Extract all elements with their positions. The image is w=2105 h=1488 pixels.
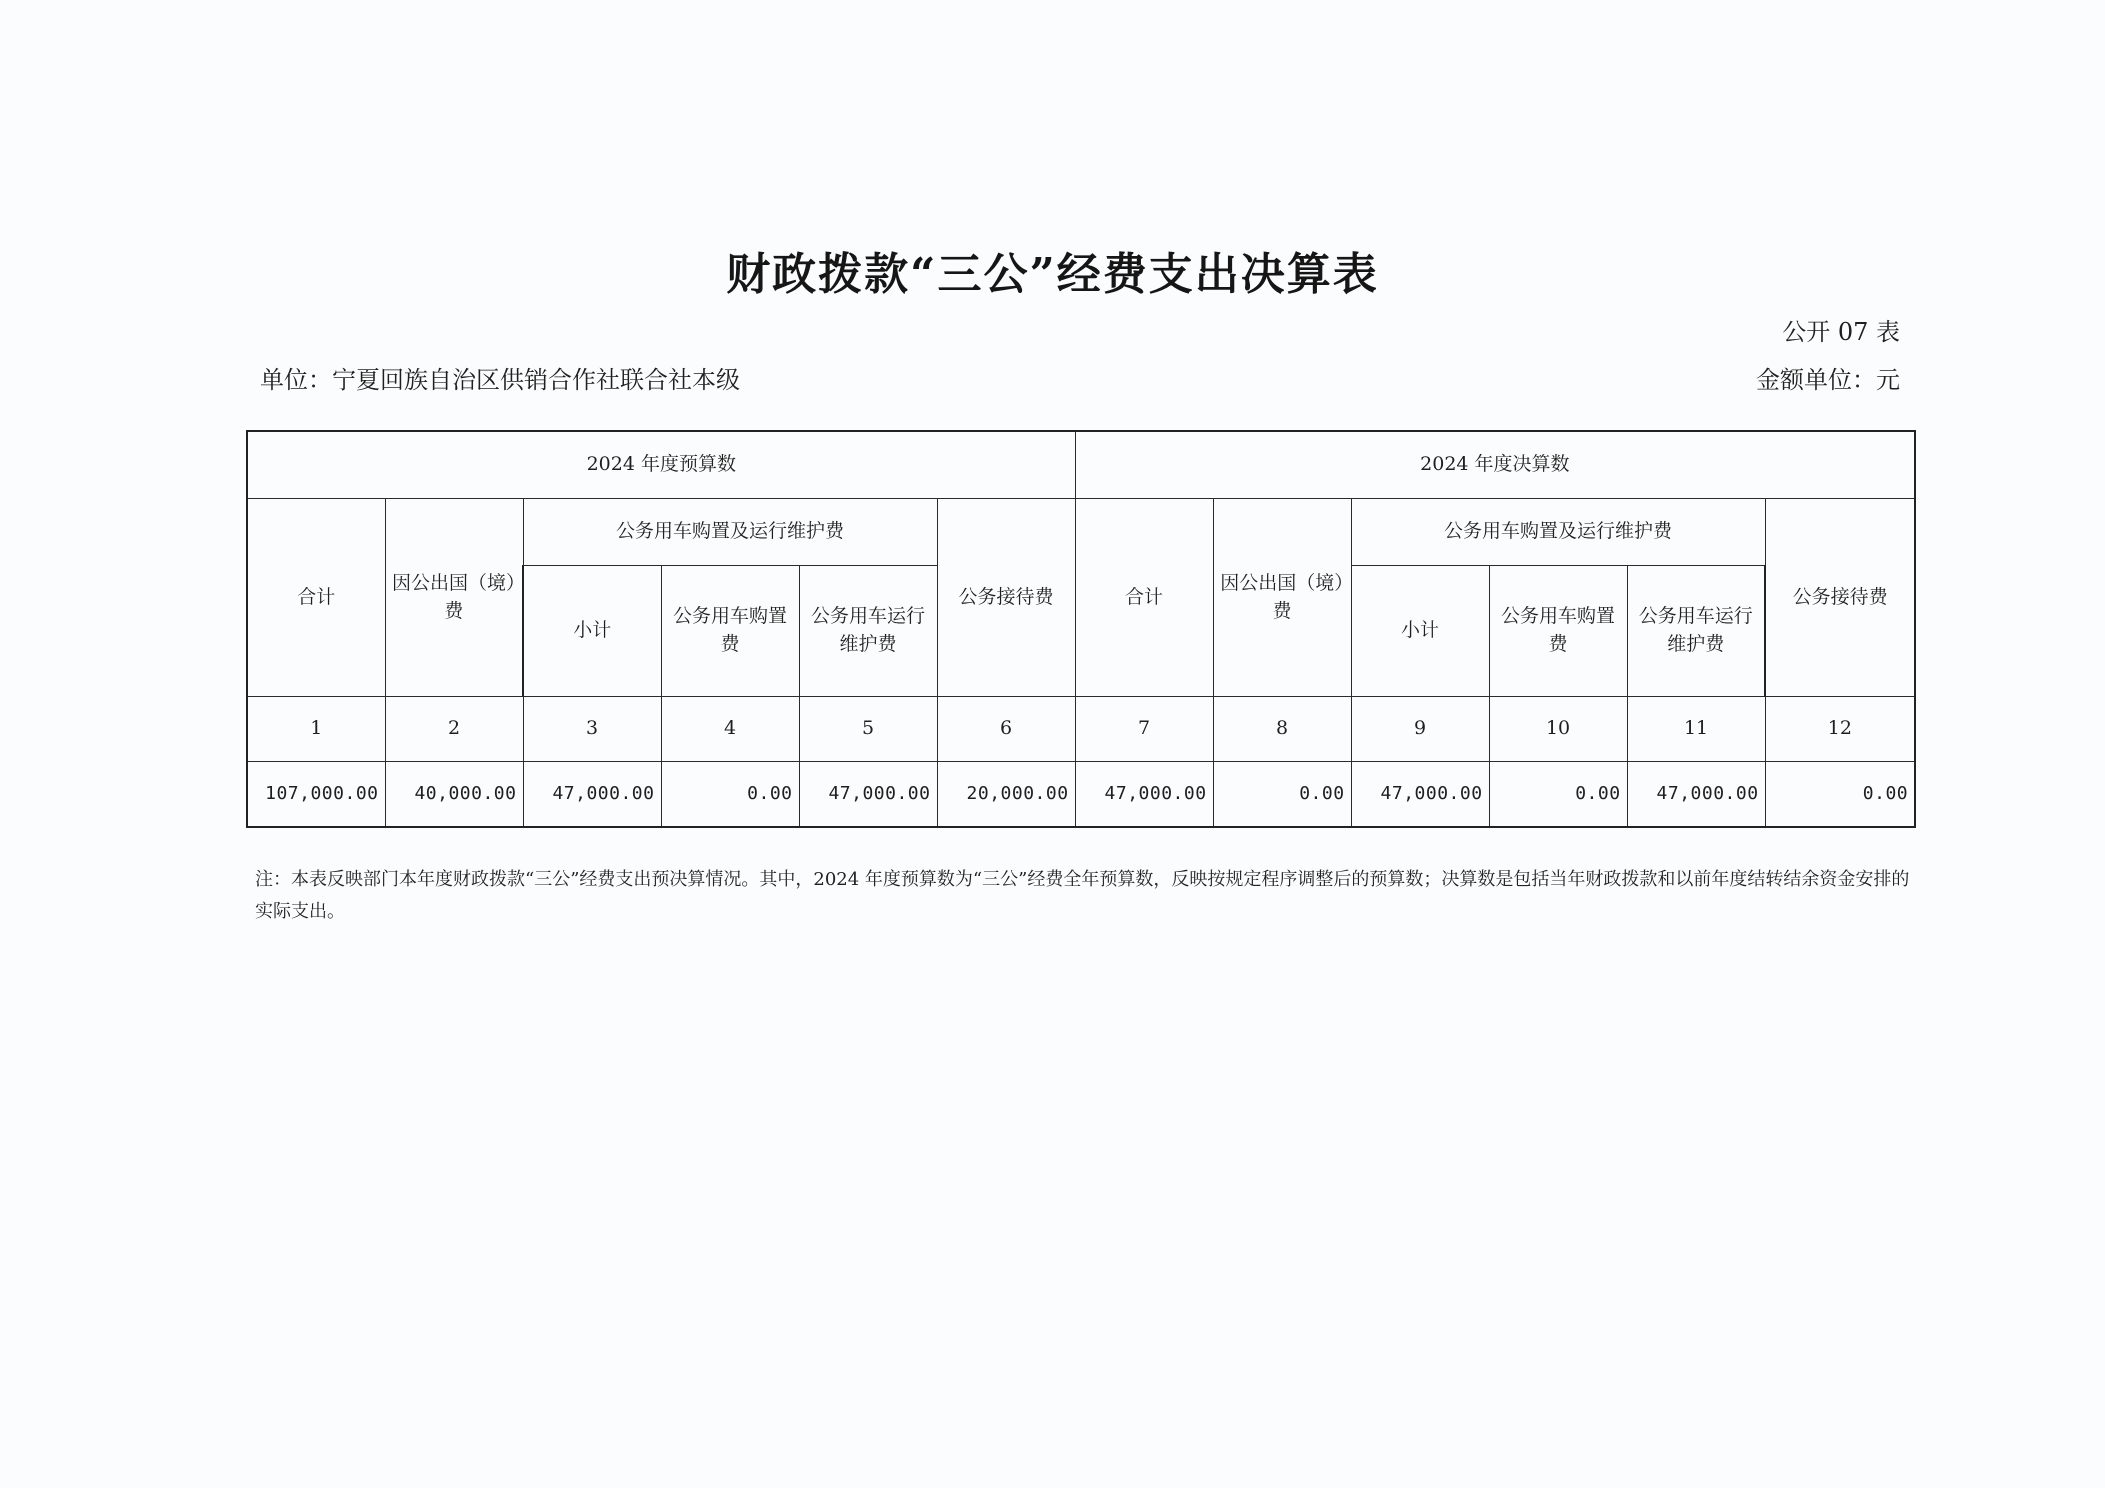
- budget-vehicle-purchase-header: 公务用车购置费: [661, 566, 799, 697]
- final-reception-header: 公务接待费: [1765, 499, 1915, 697]
- budget-vehicle-subtotal-value: 47,000.00: [523, 762, 661, 828]
- final-vehicle-header: 公务用车购置及运行维护费: [1351, 499, 1765, 566]
- group-header-row: [247, 431, 1915, 499]
- document-title: 财政拨款“三公”经费支出决算表: [726, 249, 1379, 300]
- final-vehicle-operation-value: 47,000.00: [1627, 762, 1765, 828]
- budget-reception-value: 20,000.00: [937, 762, 1075, 828]
- final-total-value: 47,000.00: [1075, 762, 1213, 828]
- final-subtotal-header: 小计: [1351, 566, 1489, 697]
- values-row: [247, 762, 1915, 828]
- sub-header-row: [247, 499, 1915, 566]
- budget-group-header: 2024 年度预算数: [247, 431, 1075, 499]
- budget-vehicle-header: 公务用车购置及运行维护费: [523, 499, 937, 566]
- budget-reception-header: 公务接待费: [937, 499, 1075, 697]
- budget-vehicle-operation-header: 公务用车运行维护费: [799, 566, 937, 697]
- final-vehicle-purchase-header: 公务用车购置费: [1489, 566, 1627, 697]
- column-index: 12: [1765, 697, 1915, 762]
- final-group-header: 2024 年度决算数: [1075, 431, 1915, 499]
- budget-vehicle-purchase-value: 0.00: [661, 762, 799, 828]
- final-reception-value: 0.00: [1765, 762, 1915, 828]
- column-index: 4: [661, 697, 799, 762]
- column-index: 2: [385, 697, 523, 762]
- budget-total-value: 107,000.00: [247, 762, 385, 828]
- budget-subtotal-header: 小计: [523, 566, 661, 697]
- amount-unit: 金额单位：元: [1756, 366, 1900, 394]
- column-index: 9: [1351, 697, 1489, 762]
- budget-abroad-value: 40,000.00: [385, 762, 523, 828]
- column-index: 10: [1489, 697, 1627, 762]
- column-index: 5: [799, 697, 937, 762]
- column-index: 1: [247, 697, 385, 762]
- budget-total-header: 合计: [247, 499, 385, 697]
- final-total-header: 合计: [1075, 499, 1213, 697]
- final-abroad-value: 0.00: [1213, 762, 1351, 828]
- column-index: 11: [1627, 697, 1765, 762]
- column-index: 8: [1213, 697, 1351, 762]
- final-vehicle-purchase-value: 0.00: [1489, 762, 1627, 828]
- column-index: 3: [523, 697, 661, 762]
- three-public-expenses-table: [246, 430, 1916, 828]
- column-index: 7: [1075, 697, 1213, 762]
- column-index: 6: [937, 697, 1075, 762]
- table-footnote: 注：本表反映部门本年度财政拨款“三公”经费支出预决算情况。其中，2024 年度预算数为“三公”经费全年预算数，反映按规定程序调整后的预算数；决算数是包括当年财政拨款和以前年度结转结余资金安排的实际支出。: [255, 869, 1910, 922]
- final-vehicle-subtotal-value: 47,000.00: [1351, 762, 1489, 828]
- column-index-row: [247, 697, 1915, 762]
- form-number: 公开 07 表: [1782, 318, 1900, 346]
- reporting-unit: 单位：宁夏回族自治区供销合作社联合社本级: [260, 366, 740, 394]
- budget-vehicle-operation-value: 47,000.00: [799, 762, 937, 828]
- budget-abroad-header: 因公出国（境）费: [385, 499, 523, 697]
- final-abroad-header: 因公出国（境）费: [1213, 499, 1351, 697]
- final-vehicle-operation-header: 公务用车运行维护费: [1627, 566, 1765, 697]
